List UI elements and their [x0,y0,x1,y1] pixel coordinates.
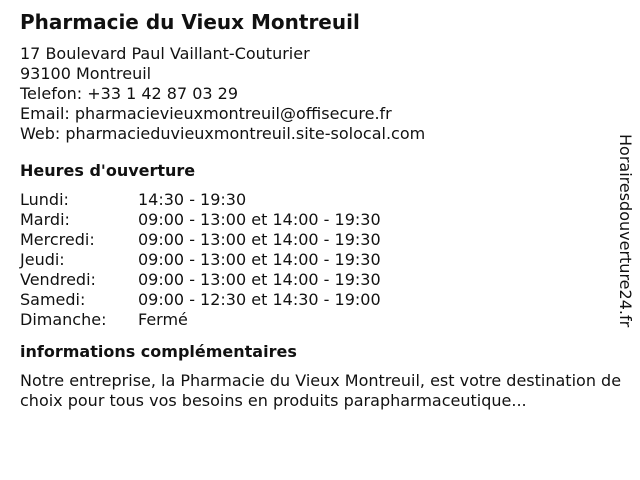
hours-time: 09:00 - 13:00 et 14:00 - 19:30 [138,270,381,289]
hours-time: Fermé [138,310,188,329]
hours-table [20,190,610,330]
hours-row-monday [20,190,610,210]
hours-row-saturday [20,290,610,310]
info-heading: informations complémentaires [20,342,297,361]
hours-time: 09:00 - 13:00 et 14:00 - 19:30 [138,230,381,249]
hours-day: Jeudi: [20,250,65,269]
address-line-1: 17 Boulevard Paul Vaillant-Couturier [20,44,310,63]
hours-time: 09:00 - 13:00 et 14:00 - 19:30 [138,250,381,269]
hours-row-thursday [20,250,610,270]
address-line-2: 93100 Montreuil [20,64,152,83]
hours-day: Vendredi: [20,270,96,289]
phone-line[interactable]: Telefon: +33 1 42 87 03 29 [20,84,239,103]
info-text: Notre entreprise, la Pharmacie du Vieux Montreuil, est votre destination de choix pour tous vos besoins en produits parapharmaceutique... [20,371,622,410]
hours-time: 14:30 - 19:30 [138,190,247,209]
pharmacy-name: Pharmacie du Vieux Montreuil [20,10,360,34]
hours-row-tuesday [20,210,610,230]
hours-day: Samedi: [20,290,86,309]
hours-row-sunday [20,310,610,330]
hours-row-friday [20,270,610,290]
side-brand-watermark: Horairesdouverture24.fr [616,134,635,328]
hours-day: Dimanche: [20,310,107,329]
hours-day: Lundi: [20,190,69,209]
hours-day: Mercredi: [20,230,95,249]
hours-time: 09:00 - 13:00 et 14:00 - 19:30 [138,210,381,229]
hours-heading: Heures d'ouverture [20,161,196,180]
hours-day: Mardi: [20,210,70,229]
hours-row-wednesday [20,230,610,250]
hours-time: 09:00 - 12:30 et 14:30 - 19:00 [138,290,381,309]
pharmacy-card [20,8,622,411]
web-line[interactable]: Web: pharmacieduvieuxmontreuil.site-solocal.com [20,124,426,143]
email-line[interactable]: Email: pharmacievieuxmontreuil@offisecure.fr [20,104,392,123]
